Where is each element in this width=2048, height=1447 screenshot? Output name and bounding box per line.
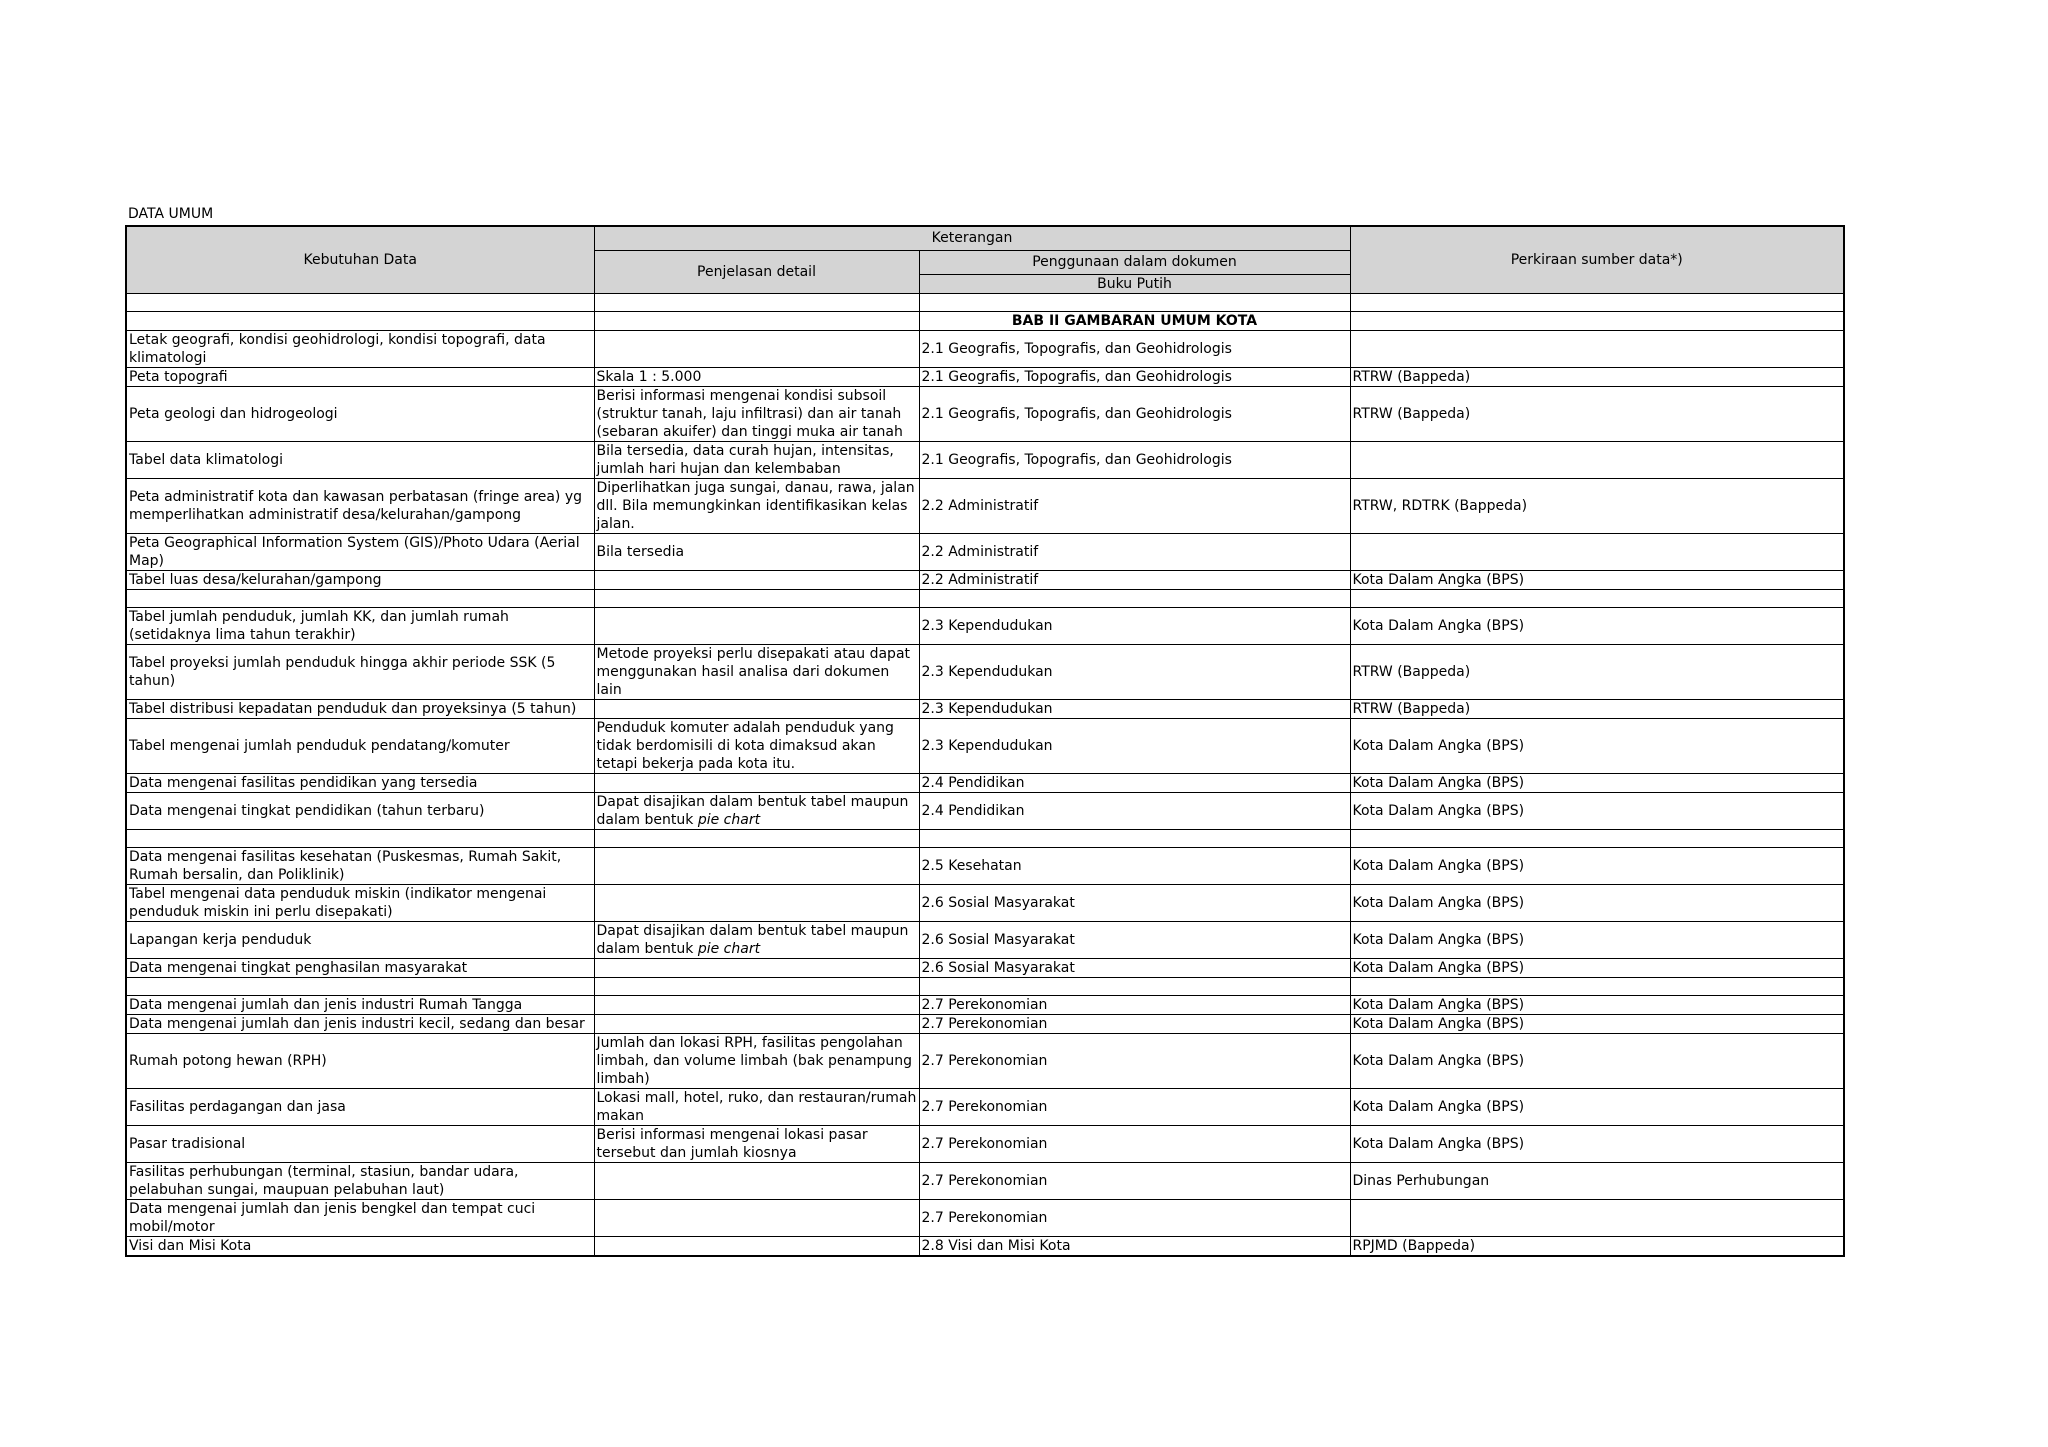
cell-sumber: [1350, 977, 1844, 995]
table-row: [126, 1014, 1844, 1033]
cell-kebutuhan: [126, 884, 594, 921]
cell-penjelasan: [594, 589, 919, 607]
header-sumber-data: Perkiraan sumber data*): [1350, 226, 1844, 293]
cell-penggunaan-text: 2.7 Perekonomian: [921, 1052, 1048, 1069]
cell-kebutuhan-text: Rumah potong hewan (RPH): [129, 1052, 327, 1069]
cell-sumber-text: Kota Dalam Angka (BPS): [1352, 737, 1525, 754]
cell-penjelasan: [594, 367, 919, 386]
cell-kebutuhan-text: Data mengenai tingkat penghasilan masyarakat: [129, 959, 468, 976]
cell-sumber-text: RPJMD (Bappeda): [1352, 1237, 1476, 1254]
cell-penjelasan-text: Dapat disajikan dalam bentuk tabel maupun dalam bentuk: [596, 793, 909, 828]
cell-penjelasan: [594, 644, 919, 699]
cell-penjelasan: [594, 977, 919, 995]
cell-kebutuhan-text: Tabel jumlah penduduk, jumlah KK, dan jumlah rumah (setidaknya lima tahun terakhir): [129, 608, 509, 643]
cell-kebutuhan-text: Peta topografi: [129, 368, 228, 385]
cell-penggunaan: [919, 958, 1350, 977]
cell-kebutuhan: [126, 977, 594, 995]
table-row: [126, 1033, 1844, 1088]
cell-penggunaan-text: 2.2 Administratif: [921, 571, 1039, 588]
cell-penggunaan: [919, 533, 1350, 570]
table-row: [126, 995, 1844, 1014]
document-title: DATA UMUM: [128, 206, 214, 222]
cell-kebutuhan: [126, 570, 594, 589]
cell-sumber: [1350, 1088, 1844, 1125]
cell-penggunaan-text: 2.1 Geografis, Topografis, dan Geohidrologis: [921, 405, 1232, 422]
cell-kebutuhan: [126, 718, 594, 773]
cell-sumber: [1350, 1199, 1844, 1236]
cell-sumber: [1350, 367, 1844, 386]
cell-penggunaan-text: 2.5 Kesehatan: [921, 857, 1022, 874]
cell-penjelasan: [594, 995, 919, 1014]
cell-kebutuhan: [126, 829, 594, 847]
cell-kebutuhan-text: Tabel luas desa/kelurahan/gampong: [129, 571, 382, 588]
cell-penjelasan: [594, 1088, 919, 1125]
cell-kebutuhan: [126, 1162, 594, 1199]
section-title: BAB II GAMBARAN UMUM KOTA: [919, 311, 1350, 330]
cell-penggunaan-text: 2.3 Kependudukan: [921, 700, 1053, 717]
table-row: [126, 1088, 1844, 1125]
cell-penggunaan-text: 2.8 Visi dan Misi Kota: [921, 1237, 1071, 1254]
cell-sumber: [1350, 718, 1844, 773]
cell-penjelasan-text: Skala 1 : 5.000: [596, 368, 702, 385]
cell-penggunaan-text: 2.3 Kependudukan: [921, 737, 1053, 754]
cell-kebutuhan: [126, 1199, 594, 1236]
cell-penjelasan-text: Metode proyeksi perlu disepakati atau dapat menggunakan hasil analisa dari dokumen lain: [596, 645, 911, 698]
cell-kebutuhan-text: Data mengenai jumlah dan jenis industri Rumah Tangga: [129, 996, 523, 1013]
table-row: [126, 829, 1844, 847]
data-table-container: [125, 225, 1843, 1254]
cell-penggunaan: [919, 829, 1350, 847]
cell-penjelasan-text: Lokasi mall, hotel, ruko, dan restauran/rumah makan: [596, 1089, 917, 1124]
cell-sumber-text: Kota Dalam Angka (BPS): [1352, 857, 1525, 874]
cell-kebutuhan-text: Pasar tradisional: [129, 1135, 246, 1152]
cell-penggunaan-text: 2.4 Pendidikan: [921, 774, 1025, 791]
cell-sumber: [1350, 773, 1844, 792]
cell-penggunaan: [919, 570, 1350, 589]
table-row: [126, 478, 1844, 533]
table-row: [126, 699, 1844, 718]
cell-penggunaan: [919, 773, 1350, 792]
cell-penggunaan: [919, 1125, 1350, 1162]
table-row: [126, 1199, 1844, 1236]
cell-penjelasan: [594, 773, 919, 792]
cell-kebutuhan: [126, 478, 594, 533]
cell-penggunaan-text: 2.6 Sosial Masyarakat: [921, 931, 1075, 948]
table-row: [126, 1236, 1844, 1256]
table-row: [126, 607, 1844, 644]
cell-kebutuhan: [126, 921, 594, 958]
cell-penggunaan-text: 2.1 Geografis, Topografis, dan Geohidrologis: [921, 368, 1232, 385]
cell-kebutuhan-text: Data mengenai fasilitas pendidikan yang tersedia: [129, 774, 478, 791]
cell-penjelasan-text: Dapat disajikan dalam bentuk tabel maupun dalam bentuk: [596, 922, 909, 957]
cell-kebutuhan: [126, 792, 594, 829]
cell-penjelasan: [594, 1199, 919, 1236]
cell-sumber: [1350, 386, 1844, 441]
cell-kebutuhan: [126, 1125, 594, 1162]
header-penjelasan-detail: Penjelasan detail: [594, 250, 919, 293]
cell-penggunaan: [919, 478, 1350, 533]
table-row: [126, 884, 1844, 921]
cell-penggunaan: [919, 644, 1350, 699]
cell-penggunaan-text: 2.7 Perekonomian: [921, 1172, 1048, 1189]
cell-penggunaan-text: 2.7 Perekonomian: [921, 996, 1048, 1013]
cell-penggunaan: [919, 441, 1350, 478]
cell-penjelasan-text: Penduduk komuter adalah penduduk yang tidak berdomisili di kota dimaksud akan tetapi bekerja pada kota itu.: [596, 719, 894, 772]
table-row: [126, 330, 1844, 367]
cell-penggunaan: [919, 847, 1350, 884]
cell-penjelasan: [594, 958, 919, 977]
cell-sumber: [1350, 1033, 1844, 1088]
cell-kebutuhan-text: Tabel data klimatologi: [129, 451, 284, 468]
cell-penggunaan: [919, 589, 1350, 607]
table-row: [126, 718, 1844, 773]
cell-penggunaan: [919, 884, 1350, 921]
cell-sumber-text: Dinas Perhubungan: [1352, 1172, 1490, 1189]
cell-penggunaan-text: 2.7 Perekonomian: [921, 1098, 1048, 1115]
cell-penjelasan: [594, 884, 919, 921]
cell-penjelasan: [594, 847, 919, 884]
table-row: [126, 1162, 1844, 1199]
cell-kebutuhan-text: Lapangan kerja penduduk: [129, 931, 312, 948]
cell-kebutuhan-text: Peta geologi dan hidrogeologi: [129, 405, 338, 422]
cell-penggunaan: [919, 718, 1350, 773]
cell-penggunaan: [919, 995, 1350, 1014]
cell-sumber: [1350, 330, 1844, 367]
cell-penjelasan: [594, 829, 919, 847]
cell-penjelasan: [594, 386, 919, 441]
cell-kebutuhan: [126, 367, 594, 386]
cell-sumber-text: Kota Dalam Angka (BPS): [1352, 802, 1525, 819]
cell-kebutuhan-text: Tabel mengenai jumlah penduduk pendatang/komuter: [129, 737, 510, 754]
cell-penggunaan-text: 2.7 Perekonomian: [921, 1209, 1048, 1226]
table-row: [126, 921, 1844, 958]
table-row: [126, 386, 1844, 441]
table-row: [126, 1125, 1844, 1162]
cell-kebutuhan-text: Data mengenai fasilitas kesehatan (Puskesmas, Rumah Sakit, Rumah bersalin, dan Poliklinik): [129, 848, 562, 883]
cell-penjelasan: [594, 1125, 919, 1162]
cell-sumber: [1350, 644, 1844, 699]
cell-penjelasan: [594, 330, 919, 367]
cell-penjelasan: [594, 533, 919, 570]
cell-sumber: [1350, 1162, 1844, 1199]
cell-penggunaan-text: 2.1 Geografis, Topografis, dan Geohidrologis: [921, 451, 1232, 468]
cell-sumber: [1350, 589, 1844, 607]
cell-sumber: [1350, 478, 1844, 533]
cell-penjelasan-text: Jumlah dan lokasi RPH, fasilitas pengolahan limbah, dan volume limbah (bak penampung limbah): [596, 1034, 913, 1087]
cell-kebutuhan-text: Peta Geographical Information System (GIS)/Photo Udara (Aerial Map): [129, 534, 580, 569]
cell-sumber: [1350, 1014, 1844, 1033]
table-row: [126, 847, 1844, 884]
cell-kebutuhan: [126, 699, 594, 718]
cell-kebutuhan: [126, 1014, 594, 1033]
cell-penjelasan-italic: pie chart: [697, 811, 761, 828]
cell-sumber: [1350, 829, 1844, 847]
cell-kebutuhan: [126, 958, 594, 977]
cell-penggunaan: [919, 1199, 1350, 1236]
table-row: [126, 958, 1844, 977]
section-row: [126, 311, 1844, 330]
cell-kebutuhan: [126, 644, 594, 699]
table-row: [126, 773, 1844, 792]
cell-penggunaan: [919, 1236, 1350, 1256]
cell-penjelasan: [594, 1162, 919, 1199]
cell-sumber-text: Kota Dalam Angka (BPS): [1352, 571, 1525, 588]
cell-sumber: [1350, 699, 1844, 718]
cell-penggunaan: [919, 921, 1350, 958]
cell-kebutuhan-text: Fasilitas perdagangan dan jasa: [129, 1098, 346, 1115]
cell-sumber: [1350, 958, 1844, 977]
cell-sumber: [1350, 847, 1844, 884]
cell-kebutuhan: [126, 386, 594, 441]
cell-penjelasan-text: Berisi informasi mengenai lokasi pasar tersebut dan jumlah kiosnya: [596, 1126, 868, 1161]
table-row: [126, 977, 1844, 995]
cell-kebutuhan-text: Fasilitas perhubungan (terminal, stasiun, bandar udara, pelabuhan sungai, maupuan pelabuhan laut): [129, 1163, 519, 1198]
cell-sumber: [1350, 533, 1844, 570]
cell-sumber-text: RTRW (Bappeda): [1352, 405, 1471, 422]
cell-kebutuhan-text: Peta administratif kota dan kawasan perbatasan (fringe area) yg memperlihatkan administratif desa/kelurahan/gampong: [129, 488, 583, 523]
cell-penggunaan: [919, 607, 1350, 644]
cell-kebutuhan-text: Data mengenai jumlah dan jenis industri kecil, sedang dan besar: [129, 1015, 585, 1032]
cell-kebutuhan: [126, 1088, 594, 1125]
table-row: [126, 644, 1844, 699]
cell-kebutuhan: [126, 607, 594, 644]
cell-sumber-text: Kota Dalam Angka (BPS): [1352, 996, 1525, 1013]
cell-sumber: [1350, 441, 1844, 478]
cell-penggunaan-text: 2.6 Sosial Masyarakat: [921, 894, 1075, 911]
cell-kebutuhan: [126, 1236, 594, 1256]
cell-kebutuhan: [126, 995, 594, 1014]
table-row: [126, 441, 1844, 478]
cell-penjelasan: [594, 792, 919, 829]
cell-penggunaan: [919, 1162, 1350, 1199]
cell-penggunaan-text: 2.3 Kependudukan: [921, 663, 1053, 680]
cell-kebutuhan-text: Letak geografi, kondisi geohidrologi, kondisi topografi, data klimatologi: [129, 331, 546, 366]
cell-penggunaan: [919, 792, 1350, 829]
cell-sumber-text: Kota Dalam Angka (BPS): [1352, 959, 1525, 976]
cell-kebutuhan-text: Data mengenai jumlah dan jenis bengkel dan tempat cuci mobil/motor: [129, 1200, 536, 1235]
cell-sumber: [1350, 921, 1844, 958]
cell-penjelasan-text: Bila tersedia, data curah hujan, intensitas, jumlah hari hujan dan kelembaban: [596, 442, 894, 477]
cell-penjelasan: [594, 607, 919, 644]
cell-kebutuhan: [126, 589, 594, 607]
table-row: [126, 533, 1844, 570]
table-row: [126, 367, 1844, 386]
header-kebutuhan-data: Kebutuhan Data: [126, 226, 594, 293]
cell-sumber-text: Kota Dalam Angka (BPS): [1352, 894, 1525, 911]
cell-sumber: [1350, 995, 1844, 1014]
table-row: [126, 589, 1844, 607]
cell-kebutuhan: [126, 330, 594, 367]
cell-penggunaan: [919, 1033, 1350, 1088]
cell-kebutuhan-text: Visi dan Misi Kota: [129, 1237, 252, 1254]
cell-sumber: [1350, 884, 1844, 921]
cell-sumber-text: Kota Dalam Angka (BPS): [1352, 617, 1525, 634]
cell-penggunaan-text: 2.3 Kependudukan: [921, 617, 1053, 634]
cell-penggunaan-text: 2.1 Geografis, Topografis, dan Geohidrologis: [921, 340, 1232, 357]
header-keterangan: Keterangan: [594, 226, 1350, 250]
cell-penjelasan: [594, 921, 919, 958]
table-row: [126, 570, 1844, 589]
cell-sumber-text: Kota Dalam Angka (BPS): [1352, 1098, 1525, 1115]
cell-penggunaan-text: 2.4 Pendidikan: [921, 802, 1025, 819]
cell-penjelasan: [594, 478, 919, 533]
cell-sumber: [1350, 607, 1844, 644]
cell-penjelasan: [594, 699, 919, 718]
cell-sumber: [1350, 1125, 1844, 1162]
cell-kebutuhan: [126, 1033, 594, 1088]
cell-penjelasan: [594, 441, 919, 478]
table-spacer-row: [126, 293, 1844, 311]
cell-kebutuhan-text: Tabel mengenai data penduduk miskin (indikator mengenai penduduk miskin ini perlu disepakati): [129, 885, 547, 920]
cell-sumber-text: RTRW (Bappeda): [1352, 368, 1471, 385]
header-penggunaan-dokumen: Penggunaan dalam dokumen: [919, 250, 1350, 274]
cell-sumber-text: RTRW (Bappeda): [1352, 700, 1471, 717]
cell-kebutuhan: [126, 533, 594, 570]
cell-kebutuhan-text: Tabel proyeksi jumlah penduduk hingga akhir periode SSK (5 tahun): [129, 654, 556, 689]
cell-penggunaan-text: 2.2 Administratif: [921, 543, 1039, 560]
table-row: [126, 792, 1844, 829]
cell-sumber-text: Kota Dalam Angka (BPS): [1352, 931, 1525, 948]
cell-kebutuhan: [126, 441, 594, 478]
cell-kebutuhan-text: Data mengenai tingkat pendidikan (tahun terbaru): [129, 802, 485, 819]
cell-penggunaan: [919, 977, 1350, 995]
cell-penjelasan-italic: pie chart: [697, 940, 761, 957]
cell-sumber: [1350, 570, 1844, 589]
cell-sumber-text: Kota Dalam Angka (BPS): [1352, 1015, 1525, 1032]
cell-sumber-text: Kota Dalam Angka (BPS): [1352, 1135, 1525, 1152]
cell-penjelasan: [594, 570, 919, 589]
header-buku-putih: Buku Putih: [919, 274, 1350, 293]
cell-penggunaan: [919, 330, 1350, 367]
cell-sumber: [1350, 792, 1844, 829]
cell-penjelasan-text: Bila tersedia: [596, 543, 685, 560]
cell-kebutuhan: [126, 847, 594, 884]
cell-sumber: [1350, 1236, 1844, 1256]
cell-penjelasan: [594, 1014, 919, 1033]
cell-penggunaan-text: 2.2 Administratif: [921, 497, 1039, 514]
cell-sumber-text: RTRW, RDTRK (Bappeda): [1352, 497, 1528, 514]
cell-penggunaan-text: 2.7 Perekonomian: [921, 1015, 1048, 1032]
cell-penggunaan: [919, 699, 1350, 718]
cell-penjelasan: [594, 718, 919, 773]
cell-penjelasan: [594, 1033, 919, 1088]
cell-penggunaan-text: 2.6 Sosial Masyarakat: [921, 959, 1075, 976]
cell-penggunaan: [919, 367, 1350, 386]
cell-penjelasan-text: Berisi informasi mengenai kondisi subsoil (struktur tanah, laju infiltrasi) dan air tanah (sebaran akuifer) dan tinggi muka air tanah: [596, 387, 903, 440]
cell-penjelasan-text: Diperlihatkan juga sungai, danau, rawa, jalan dll. Bila memungkinkan identifikasikan kelas jalan.: [596, 479, 915, 532]
cell-penggunaan: [919, 386, 1350, 441]
cell-penggunaan: [919, 1014, 1350, 1033]
cell-sumber-text: Kota Dalam Angka (BPS): [1352, 1052, 1525, 1069]
cell-kebutuhan: [126, 773, 594, 792]
cell-penggunaan-text: 2.7 Perekonomian: [921, 1135, 1048, 1152]
cell-kebutuhan-text: Tabel distribusi kepadatan penduduk dan proyeksinya (5 tahun): [129, 700, 577, 717]
cell-sumber-text: Kota Dalam Angka (BPS): [1352, 774, 1525, 791]
data-table: [125, 225, 1845, 1257]
cell-penggunaan: [919, 1088, 1350, 1125]
cell-sumber-text: RTRW (Bappeda): [1352, 663, 1471, 680]
cell-penjelasan: [594, 1236, 919, 1256]
